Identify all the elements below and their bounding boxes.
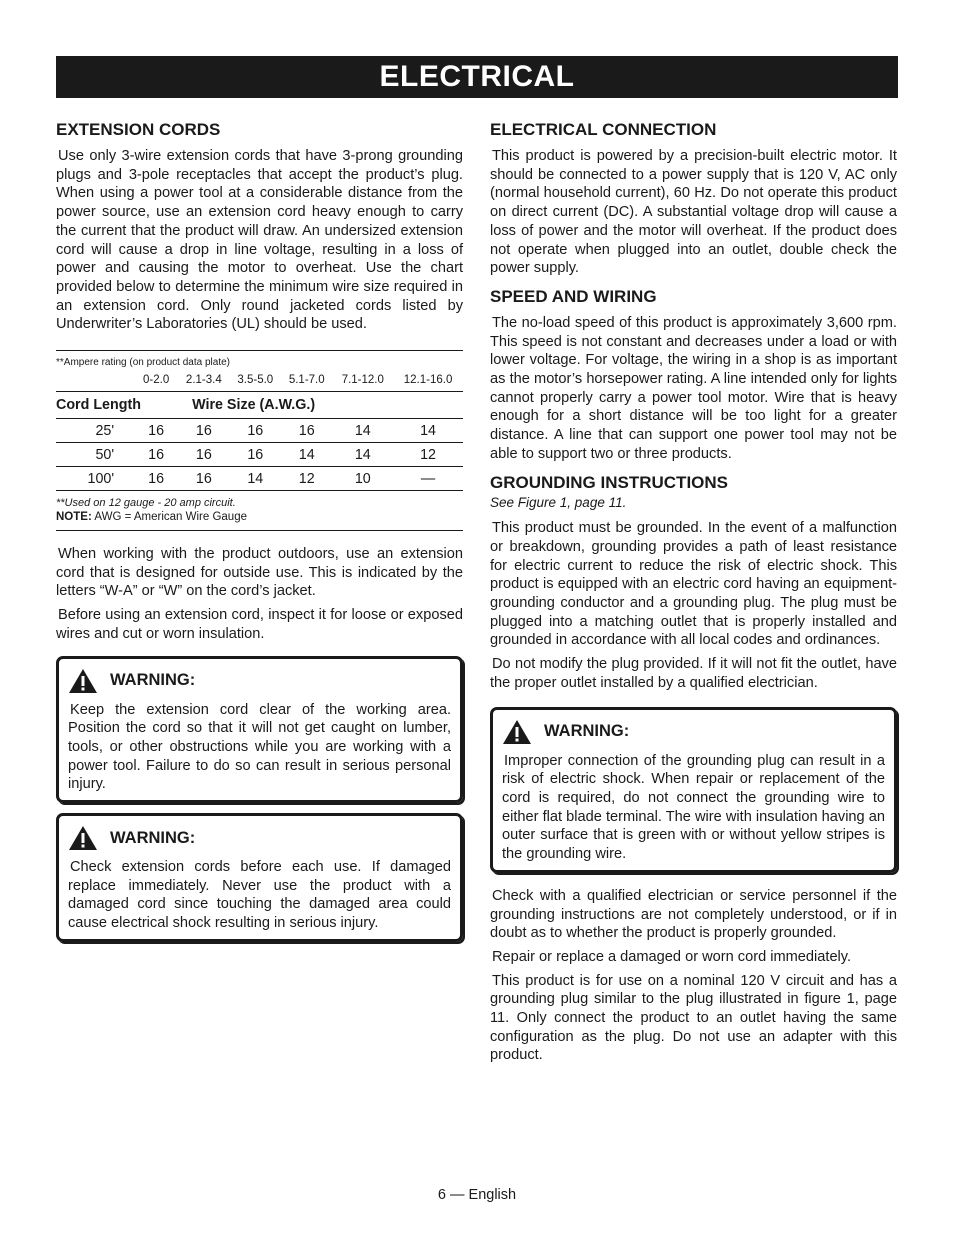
table-row xyxy=(56,443,463,467)
speed-wiring-heading: SPEED AND WIRING xyxy=(490,286,657,306)
cord-length-header: Cord Length xyxy=(56,392,178,419)
warning-box xyxy=(56,813,463,942)
warning-triangle-icon xyxy=(68,825,98,851)
right-column xyxy=(490,120,897,1070)
repair-paragraph: Repair or replace a damaged or worn cord immediately. xyxy=(492,948,852,965)
wire-size-cell: 12 xyxy=(281,467,332,491)
cord-length-cell: 100' xyxy=(56,467,134,491)
electrical-connection-heading: ELECTRICAL CONNECTION xyxy=(490,120,717,139)
wire-size-cell: 16 xyxy=(178,419,229,443)
amp-range-row xyxy=(56,372,463,392)
wire-size-cell: 12 xyxy=(393,443,463,467)
wire-size-cell: 16 xyxy=(281,419,332,443)
amp-range: 12.1-16.0 xyxy=(403,374,453,387)
inspect-paragraph: Before using an extension cord, inspect it for loose or exposed wires and cut or worn insulation. xyxy=(56,607,463,642)
wire-size-cell: 16 xyxy=(178,443,229,467)
wire-size-cell: 14 xyxy=(332,443,393,467)
wire-size-cell: 16 xyxy=(230,443,281,467)
amp-range: 3.5-5.0 xyxy=(237,374,274,387)
check-paragraph: Check with a qualified electrician or service personnel if the grounding instructions are not completely understood, or if in doubt as to whether the product is properly grounded. xyxy=(490,887,897,942)
amp-range: 7.1-12.0 xyxy=(341,374,384,387)
wire-size-cell: 16 xyxy=(134,467,178,491)
table-header-row xyxy=(56,392,463,419)
warning-text: Improper connection of the grounding plug can result in a risk of electric shock. When repair or replacement of the cord is required, do not connect the grounding wire to either flat blade terminal. The wire with insulation having an outer surface that is green with or without yellow stripes is the grounding wire. xyxy=(502,752,885,863)
grounding-paragraph: Do not modify the plug provided. If it will not fit the outlet, have the proper outlet installed by a qualified electrician. xyxy=(490,656,897,691)
wire-size-cell: 16 xyxy=(134,419,178,443)
electrical-connection-body: This product is powered by a precision-built electric motor. It should be connected to a power supply that is 120 V, AC only (normal household current), 60 Hz. Do not operate this product on direct current (DC). A substantial voltage drop will cause a loss of power and the motor will overheat. If the product does not operate when plugged into an outlet, double check the power supply. xyxy=(490,148,897,277)
amp-range: 2.1-3.4 xyxy=(185,374,222,387)
warning-triangle-icon xyxy=(502,719,532,745)
warning-title: WARNING: xyxy=(544,722,630,741)
outdoor-paragraph: When working with the product outdoors, use an extension cord that is designed for outside use. This is indicated by the letters “W-A” or “W” on the cord’s jacket. xyxy=(56,546,463,600)
warning-text: Keep the extension cord clear of the working area. Position the cord so that it will not get caught on lumber, tools, or other obstructions while you are working with a power tool. Failure to do so can result in serious personal injury. xyxy=(68,701,451,793)
wire-size-header: Wire Size (A.W.G.) xyxy=(178,392,463,419)
wire-size-cell: 16 xyxy=(134,443,178,467)
wire-size-cell: 16 xyxy=(230,419,281,443)
note-label: NOTE: xyxy=(56,511,92,524)
wire-size-cell: — xyxy=(393,467,463,491)
wire-size-cell: 14 xyxy=(393,419,463,443)
amp-range: 5.1-7.0 xyxy=(288,374,325,387)
grounding-paragraph: This product must be grounded. In the event of a malfunction or breakdown, grounding provides a path of least resistance for electric current to reduce the risk of electric shock. This product is equipped with an electric cord having an equipment-grounding conductor and a grounding plug. The plug must be plugged into a matching outlet that is properly installed and grounded in accordance with all local codes and ordinances. xyxy=(490,520,897,649)
wire-size-cell: 14 xyxy=(332,419,393,443)
table-footnote xyxy=(56,496,463,524)
cord-length-cell: 25' xyxy=(56,419,134,443)
grounding-heading: GROUNDING INSTRUCTIONS xyxy=(490,472,728,492)
note-text: AWG = American Wire Gauge xyxy=(91,511,247,524)
warning-box xyxy=(56,656,463,804)
left-column xyxy=(56,120,463,952)
warning-title: WARNING: xyxy=(110,828,196,847)
wire-size-cell: 10 xyxy=(332,467,393,491)
table-row xyxy=(56,419,463,443)
wire-size-cell: 16 xyxy=(178,467,229,491)
extension-cords-heading: EXTENSION CORDS xyxy=(56,120,221,139)
page-footer: 6 — English xyxy=(437,1187,517,1203)
warning-text: Check extension cords before each use. If damaged replace immediately. Never use the product with a damaged cord since touching the damaged area could cause electrical shock resulting in serious injury. xyxy=(68,859,451,932)
circuit-paragraph: This product is for use on a nominal 120 V circuit and has a grounding plug similar to the plug illustrated in figure 1, page 11. Only connect the product to an outlet having the same configuration as the plug. Do not use an adapter with this product. xyxy=(490,972,897,1064)
amp-range: 0-2.0 xyxy=(143,374,170,387)
warning-title: WARNING: xyxy=(110,671,196,690)
cord-length-cell: 50' xyxy=(56,443,134,467)
wire-size-table xyxy=(56,350,463,531)
ampere-note: **Ampere rating (on product data plate) xyxy=(56,357,230,369)
page-title: ELECTRICAL xyxy=(56,56,898,98)
extension-cords-body: Use only 3-wire extension cords that have 3-prong grounding plugs and 3-pole receptacles that accept the product’s plug. When using a power tool at a considerable distance from the power source, use an extension cord heavy enough to carry the current that the product will draw. An undersized extension cord will cause a drop in line voltage, resulting in a loss of power and causing the motor to overheat. Use the chart provided below to determine the minimum wire size required in an extension cord. Only round jacketed cords listed by Underwriter’s Laboratories (UL) should be used. xyxy=(56,148,463,333)
gauge-footnote: **Used on 12 gauge - 20 amp circuit. xyxy=(56,497,236,510)
wire-size-cell: 14 xyxy=(281,443,332,467)
warning-triangle-icon xyxy=(68,668,98,694)
warning-box xyxy=(490,707,897,873)
wire-size-cell: 14 xyxy=(230,467,281,491)
table-row xyxy=(56,467,463,491)
speed-wiring-body: The no-load speed of this product is approximately 3,600 rpm. This speed is not constant and decreases under a load or with lower voltage. For voltage, the wiring in a shop is as important as the motor’s horsepower rating. A line intended only for lights cannot properly carry a power tool motor. Wire that is heavy enough for a short distance will be too light for a greater distance. A line that can support one power tool may not be able to support two or three products. xyxy=(490,314,897,462)
see-figure-note: See Figure 1, page 11. xyxy=(490,494,627,510)
